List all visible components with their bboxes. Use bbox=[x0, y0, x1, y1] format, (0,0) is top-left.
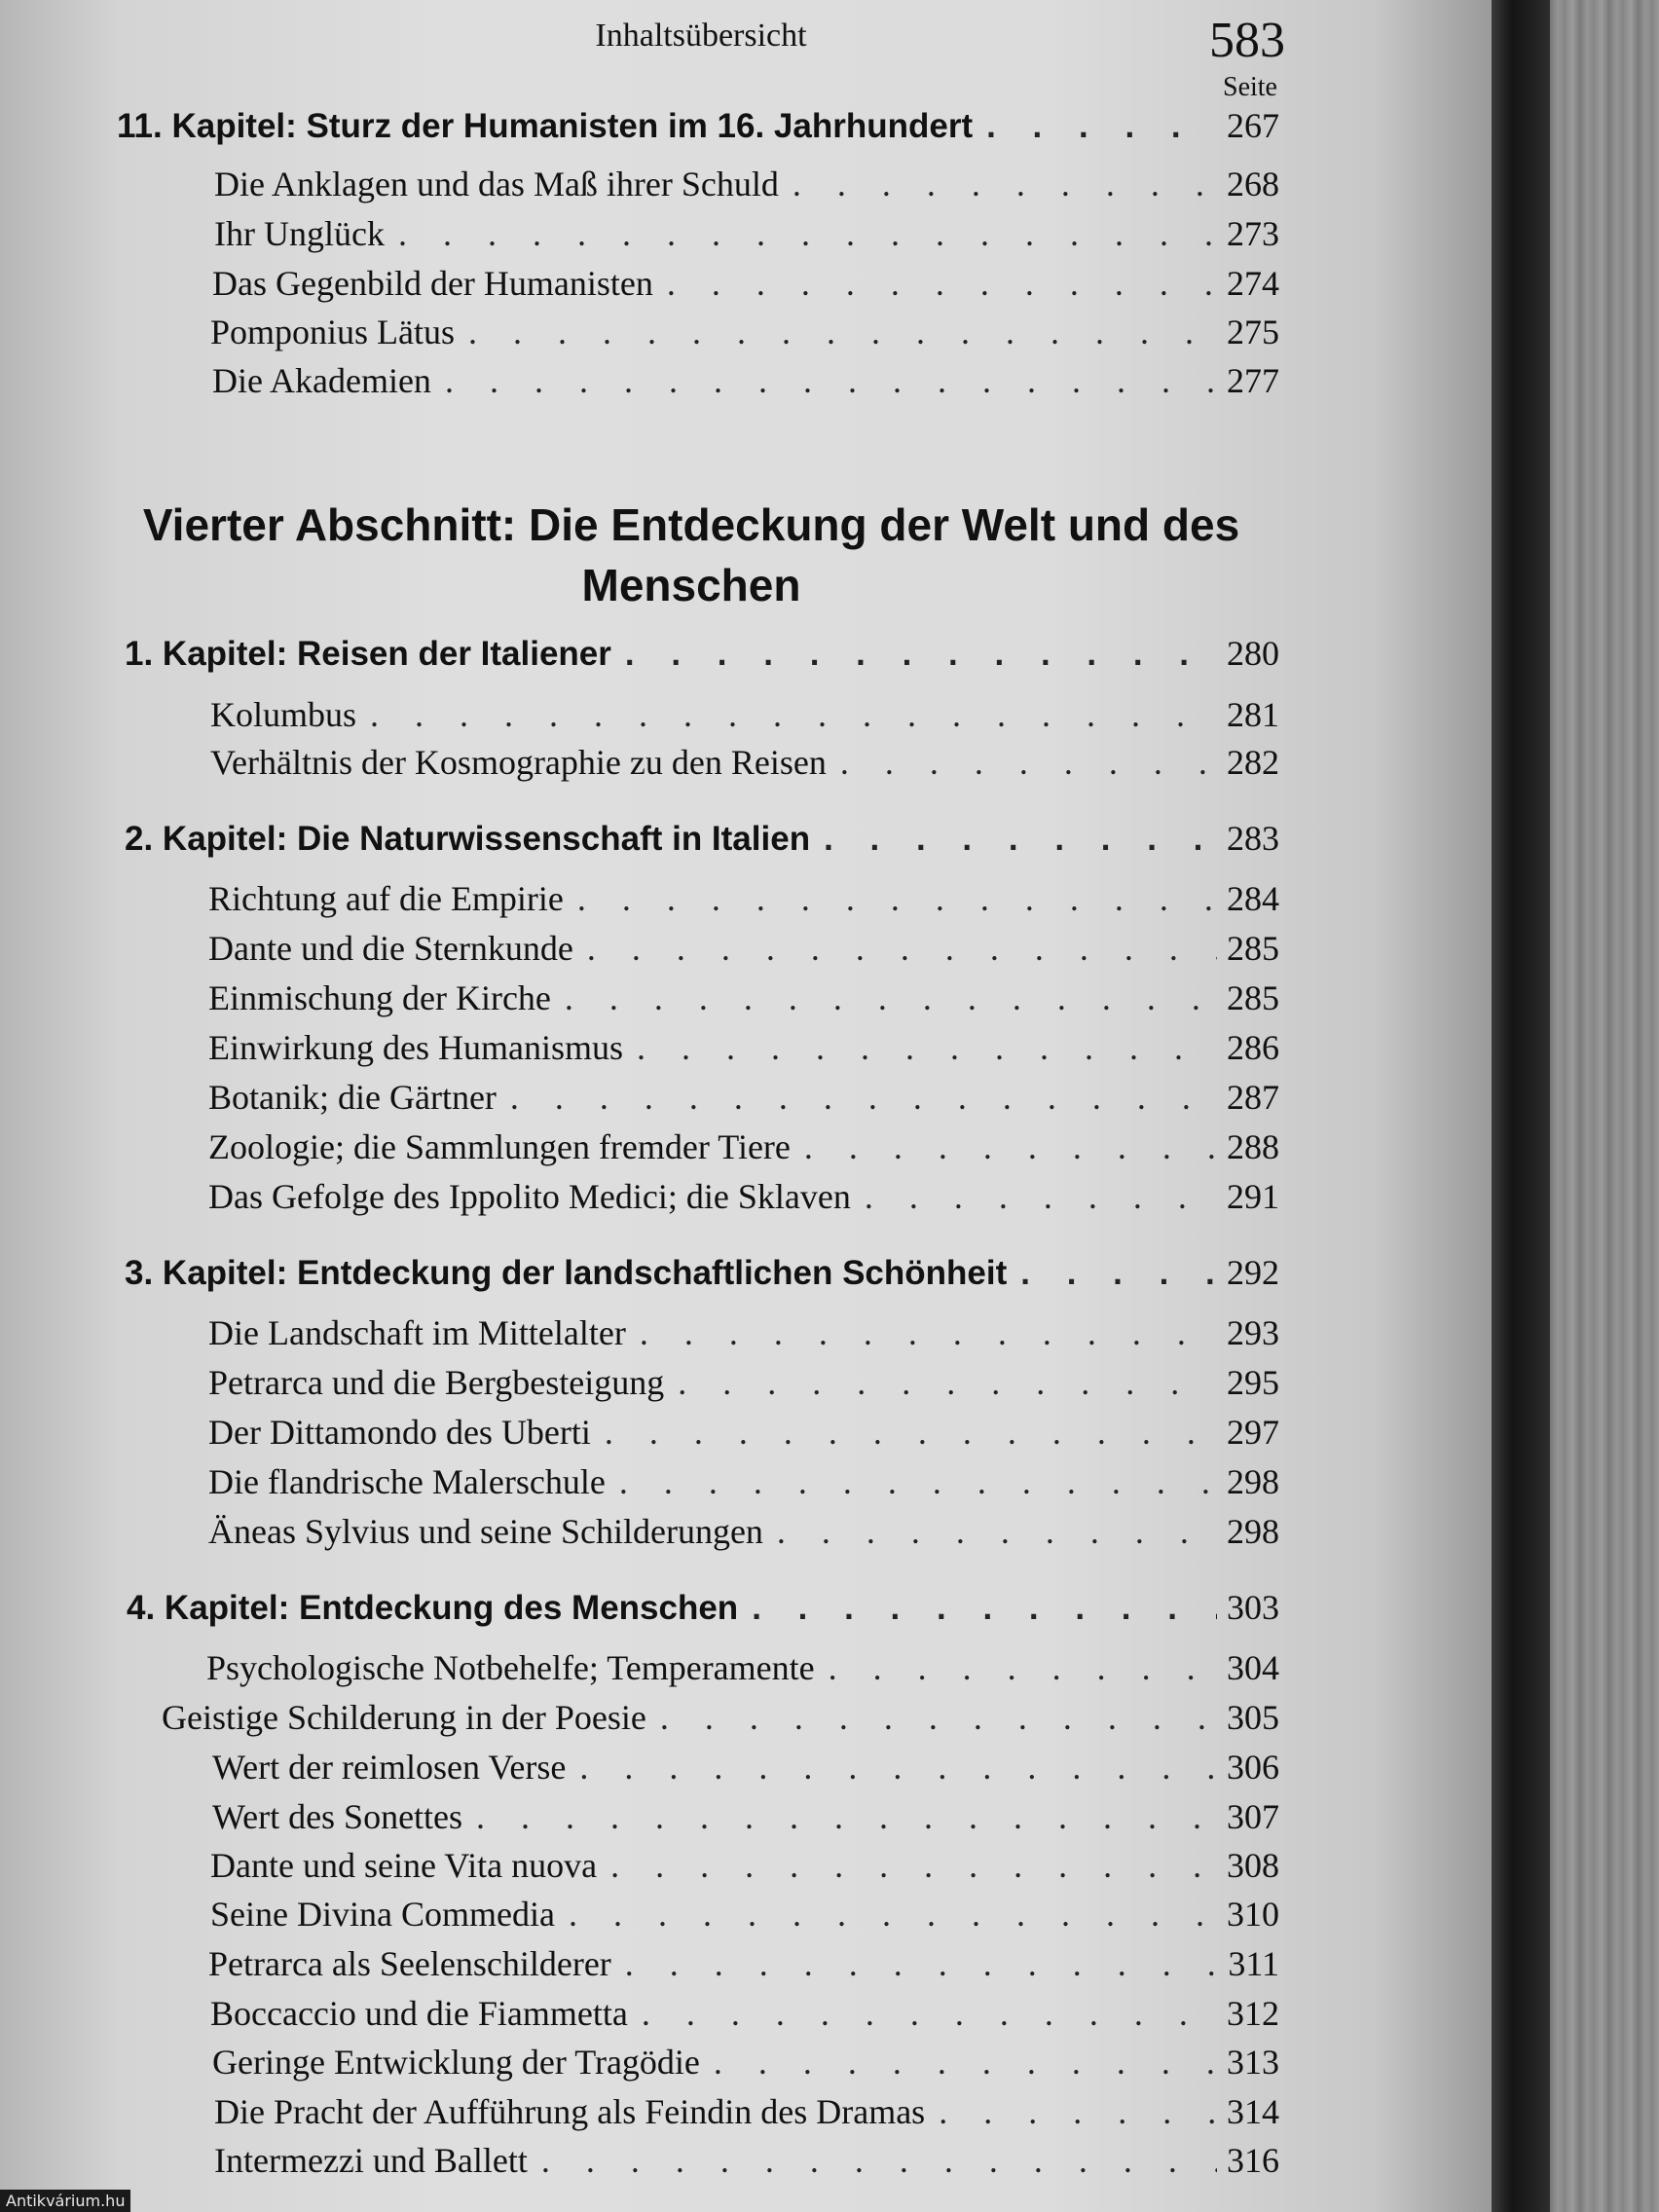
toc-page-ref: 313 bbox=[1227, 2043, 1279, 2082]
toc-entry-title: Die Pracht der Aufführung als Feindin des Dramas bbox=[214, 2092, 926, 2131]
toc-chapter-4 bbox=[127, 1587, 1279, 1638]
dot-leader bbox=[667, 263, 1217, 304]
dot-leader bbox=[468, 312, 1217, 352]
toc-entry bbox=[208, 1461, 1279, 1512]
toc-entry bbox=[206, 1647, 1279, 1698]
toc-entry-title: Geringe Entwicklung der Tragödie bbox=[212, 2043, 700, 2082]
toc-entry-title: Botanik; die Gärtner bbox=[208, 1078, 497, 1117]
toc-page-ref: 285 bbox=[1227, 978, 1279, 1017]
toc-page-ref: 312 bbox=[1227, 1994, 1279, 2033]
dot-leader bbox=[642, 1993, 1217, 2034]
dot-leader bbox=[565, 977, 1217, 1018]
dot-leader bbox=[510, 1077, 1217, 1118]
toc-entry bbox=[208, 1027, 1279, 1078]
toc-entry-title: Dante und seine Vita nuova bbox=[210, 1846, 598, 1885]
toc-entry bbox=[208, 977, 1279, 1028]
toc-entry bbox=[208, 1077, 1279, 1127]
dot-leader bbox=[398, 213, 1217, 254]
toc-page-ref: 288 bbox=[1227, 1127, 1279, 1166]
toc-page-ref: 275 bbox=[1227, 313, 1279, 351]
toc-page-ref: 303 bbox=[1227, 1588, 1279, 1627]
wooden-table-background bbox=[1536, 0, 1659, 2212]
toc-chapter-title: 3. Kapitel: Entdeckung der landschaftlichen Schönheit bbox=[125, 1254, 1008, 1292]
toc-page-ref: 267 bbox=[1227, 106, 1279, 145]
toc-entry bbox=[210, 312, 1279, 362]
toc-entry bbox=[212, 360, 1279, 411]
toc-entry bbox=[208, 1176, 1279, 1227]
toc-entry-title: Verhältnis der Kosmographie zu den Reisen bbox=[210, 743, 827, 782]
toc-entry bbox=[210, 742, 1279, 793]
toc-page-ref: 268 bbox=[1227, 165, 1279, 203]
section-heading-line: Menschen bbox=[581, 560, 801, 610]
toc-chapter-title: 4. Kapitel: Entdeckung des Menschen bbox=[127, 1589, 739, 1627]
toc-page-ref: 277 bbox=[1227, 361, 1279, 400]
toc-entry bbox=[208, 1362, 1279, 1413]
toc-page-ref: 280 bbox=[1227, 634, 1279, 673]
toc-page-ref: 282 bbox=[1227, 743, 1279, 782]
toc-page-ref: 281 bbox=[1227, 695, 1279, 734]
toc-chapter-title: 11. Kapitel: Sturz der Humanisten im 16. Jahrhundert bbox=[117, 107, 974, 145]
dot-leader bbox=[865, 1176, 1217, 1217]
book-cover-edge bbox=[1492, 0, 1550, 2212]
toc-entry bbox=[210, 1894, 1279, 1944]
dot-leader bbox=[577, 878, 1217, 919]
toc-entry-title: Die Landschaft im Mittelalter bbox=[208, 1313, 626, 1352]
toc-page-ref: 273 bbox=[1227, 214, 1279, 253]
toc-entry-title: Die flandrische Malerschule bbox=[208, 1462, 606, 1501]
section-heading-line: Vierter Abschnitt: Die Entdeckung der Welt und des bbox=[142, 499, 1240, 550]
dot-leader bbox=[619, 1461, 1217, 1502]
toc-entry-title: Die Akademien bbox=[212, 361, 431, 400]
dot-leader bbox=[939, 2091, 1217, 2132]
dot-leader bbox=[840, 742, 1217, 783]
toc-entry bbox=[208, 928, 1279, 978]
toc-entry bbox=[214, 2140, 1279, 2191]
toc-entry-title: Der Dittamondo des Uberti bbox=[208, 1413, 591, 1452]
dot-leader bbox=[640, 1312, 1217, 1353]
toc-entry bbox=[210, 1993, 1279, 2044]
toc-entry-title: Intermezzi und Ballett bbox=[214, 2141, 528, 2180]
dot-leader bbox=[541, 2140, 1217, 2181]
toc-entry bbox=[212, 263, 1279, 313]
toc-entry-title: Petrarca und die Bergbesteigung bbox=[208, 1363, 665, 1402]
toc-entry bbox=[210, 694, 1279, 745]
toc-page-ref: 311 bbox=[1228, 1944, 1279, 1983]
dot-leader bbox=[752, 1589, 1217, 1628]
toc-page-ref: 314 bbox=[1227, 2092, 1279, 2131]
toc-page-ref: 304 bbox=[1227, 1648, 1279, 1687]
toc-entry-title: Richtung auf die Empirie bbox=[208, 879, 564, 918]
toc-entry-title: Äneas Sylvius und seine Schilderungen bbox=[208, 1512, 763, 1551]
toc-entry bbox=[208, 1511, 1279, 1562]
toc-entry-title: Wert der reimlosen Verse bbox=[212, 1748, 567, 1787]
dot-leader bbox=[445, 360, 1217, 401]
dot-leader bbox=[476, 1796, 1217, 1837]
dot-leader bbox=[1020, 1254, 1217, 1293]
toc-entry bbox=[212, 2042, 1279, 2092]
toc-entry bbox=[208, 1312, 1279, 1363]
dot-leader bbox=[569, 1894, 1217, 1935]
section-heading bbox=[117, 495, 1266, 615]
toc-entry-title: Das Gefolge des Ippolito Medici; die Sklaven bbox=[208, 1177, 851, 1216]
toc-entry-title: Zoologie; die Sammlungen fremder Tiere bbox=[208, 1127, 791, 1166]
toc-page-ref: 274 bbox=[1227, 264, 1279, 303]
toc-chapter-1 bbox=[125, 633, 1279, 683]
toc-entry-title: Pomponius Lätus bbox=[210, 313, 456, 351]
toc-entry bbox=[214, 164, 1279, 214]
dot-leader bbox=[579, 1747, 1217, 1788]
toc-entry bbox=[212, 1796, 1279, 1847]
toc-entry bbox=[208, 1943, 1279, 1994]
toc-page-ref: 291 bbox=[1227, 1177, 1279, 1216]
toc-page-ref: 293 bbox=[1227, 1313, 1279, 1352]
toc-page-ref: 307 bbox=[1227, 1797, 1279, 1836]
toc-entry bbox=[214, 2091, 1279, 2142]
toc-entry bbox=[212, 1747, 1279, 1797]
watermark-label: Antikvárium.hu bbox=[0, 2190, 130, 2212]
dot-leader bbox=[637, 1027, 1217, 1068]
toc-entry bbox=[162, 1697, 1279, 1748]
dot-leader bbox=[587, 928, 1217, 969]
toc-entry-title: Wert des Sonettes bbox=[212, 1797, 463, 1836]
dot-leader bbox=[660, 1697, 1217, 1738]
dot-leader bbox=[625, 1943, 1219, 1984]
toc-chapter-title: 1. Kapitel: Reisen der Italiener bbox=[125, 635, 611, 673]
dot-leader bbox=[793, 164, 1217, 204]
dot-leader bbox=[605, 1412, 1217, 1453]
toc-entry bbox=[208, 1126, 1279, 1177]
toc-chapter-11 bbox=[117, 105, 1279, 156]
toc-page-ref: 286 bbox=[1227, 1028, 1279, 1067]
dot-leader bbox=[610, 1845, 1217, 1886]
toc-chapter-2 bbox=[125, 818, 1279, 868]
toc-page-ref: 297 bbox=[1227, 1413, 1279, 1452]
page-number: 583 bbox=[1209, 13, 1285, 68]
toc-page-ref: 298 bbox=[1227, 1462, 1279, 1501]
dot-leader bbox=[986, 107, 1217, 146]
toc-entry-title: Einwirkung des Humanismus bbox=[208, 1028, 623, 1067]
dot-leader bbox=[370, 694, 1217, 735]
dot-leader bbox=[824, 820, 1217, 859]
toc-entry-title: Geistige Schilderung in der Poesie bbox=[162, 1698, 646, 1737]
toc-entry bbox=[208, 1412, 1279, 1462]
toc-page-ref: 285 bbox=[1227, 929, 1279, 968]
toc-chapter-title: 2. Kapitel: Die Naturwissenschaft in Italien bbox=[125, 820, 811, 858]
toc-entry bbox=[208, 878, 1279, 929]
toc-entry-title: Dante und die Sternkunde bbox=[208, 929, 573, 968]
dot-leader bbox=[777, 1511, 1217, 1552]
toc-entry-title: Boccaccio und die Fiammetta bbox=[210, 1994, 628, 2033]
toc-page-ref: 306 bbox=[1227, 1748, 1279, 1787]
toc-entry-title: Petrarca als Seelenschilderer bbox=[208, 1944, 611, 1983]
toc-page-ref: 298 bbox=[1227, 1512, 1279, 1551]
toc-page-ref: 316 bbox=[1227, 2141, 1279, 2180]
toc-page-ref: 283 bbox=[1227, 819, 1279, 858]
dot-leader bbox=[678, 1362, 1217, 1403]
toc-chapter-3 bbox=[125, 1252, 1279, 1303]
dot-leader bbox=[714, 2042, 1217, 2083]
toc-entry bbox=[214, 213, 1279, 264]
toc-page-ref: 295 bbox=[1227, 1363, 1279, 1402]
toc-page-ref: 310 bbox=[1227, 1895, 1279, 1934]
toc-entry bbox=[210, 1845, 1279, 1896]
toc-entry-title: Ihr Unglück bbox=[214, 214, 385, 253]
toc-page-ref: 287 bbox=[1227, 1078, 1279, 1117]
toc-page-ref: 292 bbox=[1227, 1253, 1279, 1292]
toc-entry-title: Einmischung der Kirche bbox=[208, 978, 551, 1017]
dot-leader bbox=[829, 1647, 1217, 1688]
dot-leader bbox=[804, 1126, 1217, 1167]
running-header: Inhaltsübersicht bbox=[595, 18, 807, 54]
toc-page-ref: 305 bbox=[1227, 1698, 1279, 1737]
toc-entry-title: Seine Divina Commedia bbox=[210, 1895, 555, 1934]
toc-entry-title: Psychologische Notbehelfe; Temperamente bbox=[206, 1648, 815, 1687]
toc-entry-title: Das Gegenbild der Humanisten bbox=[212, 264, 653, 303]
dot-leader bbox=[625, 635, 1217, 674]
page-column-label: Seite bbox=[1223, 72, 1277, 102]
toc-page-ref: 284 bbox=[1227, 879, 1279, 918]
toc-page-ref: 308 bbox=[1227, 1846, 1279, 1885]
toc-entry-title: Die Anklagen und das Maß ihrer Schuld bbox=[214, 165, 779, 203]
toc-entry-title: Kolumbus bbox=[210, 695, 357, 734]
